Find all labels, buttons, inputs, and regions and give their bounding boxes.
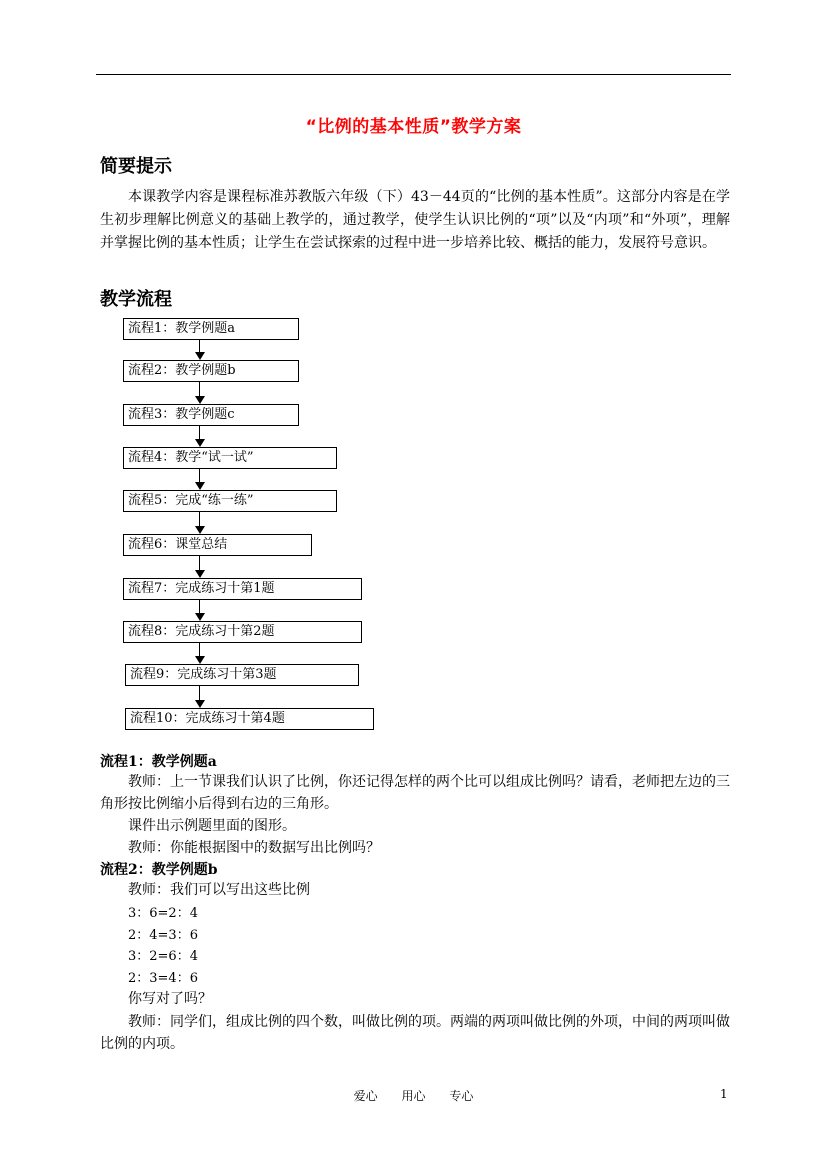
flow-arrow-line <box>199 512 200 526</box>
flow-heading: 教学流程 <box>100 289 172 310</box>
flow-arrow-line <box>199 686 200 700</box>
flow-step-5: 流程5：完成“练一练” <box>123 490 337 512</box>
step2-line: 你写对了吗？ <box>128 991 212 1007</box>
flow-step-8: 流程8：完成练习十第2题 <box>123 621 362 643</box>
flow-arrow-line <box>199 382 200 396</box>
step1-heading: 流程1：教学例题a <box>100 754 217 770</box>
flow-step-9: 流程9：完成练习十第3题 <box>125 664 359 686</box>
flow-arrow-head <box>195 396 205 404</box>
flow-arrow-line <box>199 469 200 482</box>
flow-step-4: 流程4：教学“试一试” <box>123 447 337 469</box>
footer-item: 爱心 <box>353 1089 378 1103</box>
flow-arrow-head <box>195 700 205 708</box>
flow-arrow-head <box>195 613 205 621</box>
flow-step-3: 流程3：教学例题c <box>123 404 299 426</box>
summary-heading: 简要提示 <box>100 156 172 177</box>
flow-arrow-head <box>195 352 205 360</box>
step2-line: 教师：我们可以写出这些比例 <box>128 882 310 898</box>
flow-arrow-line <box>199 600 200 613</box>
step1-line: 教师：你能根据图中的数据写出比例吗？ <box>128 840 380 856</box>
step1-paragraph: 教师：上一节课我们认识了比例，你还记得怎样的两个比可以组成比例吗？请看，老师把左边的三角形按比例缩小后得到右边的三角形。 <box>100 774 730 812</box>
flow-arrow-head <box>195 656 205 664</box>
flow-arrow-head <box>195 570 205 578</box>
proportion-line: 2：4=3：6 <box>128 928 198 943</box>
flow-arrow-line <box>199 643 200 656</box>
footer-item: 用心 <box>401 1089 426 1103</box>
flow-arrow-line <box>199 426 200 439</box>
summary-paragraph: 本课教学内容是课程标准苏教版六年级（下）43－44页的“比例的基本性质”。这部分内容是在学生初步理解比例意义的基础上教学的，通过教学，使学生认识比例的“项”以及“内项”和“外项”，理解并掌握比例的基本性质；让学生在尝试探索的过程中进一步培养比较、概括的能力，发展符号意识。 <box>100 189 730 251</box>
flow-arrow-line <box>199 556 200 570</box>
flow-arrow-head <box>195 526 205 534</box>
document-title: “比例的基本性质”教学方案 <box>305 117 522 137</box>
page-footer <box>0 1087 827 1104</box>
footer-item: 专心 <box>449 1089 474 1103</box>
flow-arrow-line <box>199 340 200 352</box>
header-rule <box>96 74 731 75</box>
step2-paragraph: 教师：同学们，组成比例的四个数，叫做比例的项。两端的两项叫做比例的外项，中间的两项叫做比例的内项。 <box>100 1014 730 1052</box>
proportion-line: 3：2=6：4 <box>128 949 198 964</box>
flow-step-10: 流程10：完成练习十第4题 <box>125 708 374 730</box>
flow-step-2: 流程2：教学例题b <box>123 360 299 382</box>
step1-line: 课件出示例题里面的图形。 <box>128 818 296 834</box>
flow-arrow-head <box>195 482 205 490</box>
flow-step-1: 流程1：教学例题a <box>123 318 299 340</box>
proportion-line: 2：3=4：6 <box>128 971 198 986</box>
flow-step-7: 流程7：完成练习十第1题 <box>123 578 362 600</box>
step2-heading: 流程2：教学例题b <box>100 862 218 878</box>
flow-step-6: 流程6：课堂总结 <box>123 534 312 556</box>
flow-arrow-head <box>195 439 205 447</box>
page-number: 1 <box>720 1087 728 1101</box>
proportion-line: 3：6=2：4 <box>128 906 198 921</box>
